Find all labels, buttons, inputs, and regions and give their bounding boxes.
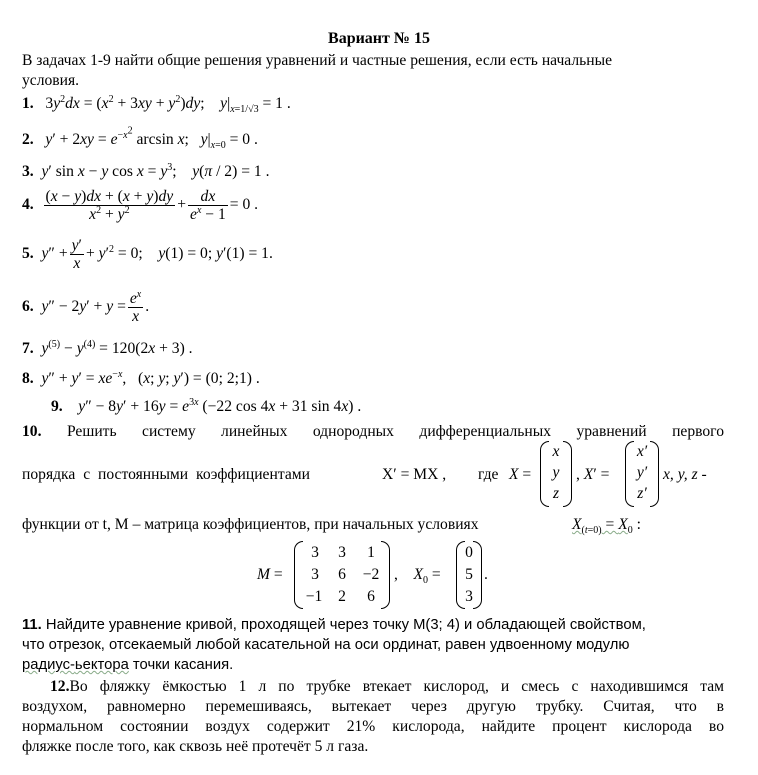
problem-number: 1. xyxy=(22,95,34,112)
fraction: $\frac{y'}{x}$ xyxy=(71,237,82,272)
problem-7: 7. $y^{(5)} - y^{(4)} = 120(2x + 3)$ . xyxy=(22,338,193,357)
problem-11-line-2: что отрезок, отсекаемый любой касательной на оси ординат, равен удвоенному модулю xyxy=(22,637,630,653)
period: . xyxy=(484,566,488,583)
problem-12-line-3: нормальном состоянии воздух содержит 21% кислорода, найдите процент кислорода во xyxy=(22,718,724,735)
matrix-cell: 3 xyxy=(338,544,346,561)
matrix-cell: 2 xyxy=(338,588,346,605)
vector-cell: x′ xyxy=(636,443,648,460)
fraction: $\frac{(x - y)dx + (x + y)dy}{x^2 + y^2}$ xyxy=(45,188,174,223)
problem-1 xyxy=(22,93,291,116)
problem-formula: y′ sin x − y $\cos x = y^3$; y(π / 2) = 1 . xyxy=(41,161,270,180)
m-label: M = xyxy=(257,566,283,583)
x0-vector xyxy=(456,541,482,607)
problem-number: 9. xyxy=(51,398,63,415)
problem-number: 4. xyxy=(22,196,34,214)
problem-formula: $3y^2dx = (x^2 + 3xy + y^2)dy$; $y|_{x=1/√3} = 1$ . xyxy=(45,93,291,116)
problem-5: 5. y″ + $\frac{y'}{x}$ + $y'^2 = 0$; y(1) = 0; y′(1) = 1. xyxy=(22,237,273,272)
problem-formula: $y' + 2xy = e^{-x^2}$ arcsin x; $y|_{x=0} = 0$ . xyxy=(45,125,258,152)
problem-6: 6. y″ − 2y′ + y = $\frac{e^x}{x}$ . xyxy=(22,288,150,325)
variables-xyz: x, y, z - xyxy=(663,466,707,483)
problem-12-line-1 xyxy=(50,678,724,696)
problem-4: 4. $\frac{(x - y)dx + (x + y)dy}{x^2 + y^2}$ + $\frac{dx}{e^x - 1}$ = 0 . xyxy=(22,188,259,223)
problem-number: 5. xyxy=(22,245,34,263)
matrix-cell: 3 xyxy=(311,566,319,583)
vector-cell: y′ xyxy=(636,464,648,481)
problem-11-text-end: точки касания. xyxy=(128,657,234,673)
intro-line-1: В задачах 1-9 найти общие решения уравнений и частные решения, если есть начальные xyxy=(22,52,612,69)
variant-title: Вариант № 15 xyxy=(328,30,430,47)
vector-cell: z′ xyxy=(637,485,647,502)
fraction: $\frac{e^x}{x}$ xyxy=(129,288,142,325)
fraction: $\frac{dx}{e^x - 1}$ xyxy=(190,188,226,223)
matrix-m xyxy=(294,541,390,607)
problem-12-line-4: фляжке после того, как сквозь неё протечёт 5 л газа. xyxy=(22,738,369,755)
x-vector xyxy=(540,441,572,505)
problem-number: 10. xyxy=(22,423,42,440)
matrix-cell: 6 xyxy=(367,588,375,605)
problem-9: 9. $y'' - 8y' + 16y = e^{3x}$ (−22 cos 4x + 31 sin 4x) . xyxy=(51,396,362,415)
problem-number: 3. xyxy=(22,163,34,180)
problem-10-text-c: функции от t, M – матрица коэффициентов, при начальных условиях xyxy=(22,516,479,533)
problem-number: 11. xyxy=(22,617,42,633)
problem-10-line-2 xyxy=(22,466,310,484)
xprime-label: , X′ = xyxy=(576,466,610,483)
problem-10-line-3 xyxy=(22,516,479,534)
problem-12-line-2: воздухом, равномерно перемешиваясь, вытекает через другую трубку. Считая, что в xyxy=(22,698,724,715)
problem-number: 8. xyxy=(22,370,34,387)
intro-line-2: условия. xyxy=(22,72,80,89)
problem-2 xyxy=(22,125,258,152)
vector-cell: x xyxy=(552,443,560,460)
x0-label: , $X_0$ = xyxy=(394,566,441,587)
problem-11-line-3 xyxy=(22,656,233,674)
problem-10-text: Решить систему линейных однородных дифференциальных уравнений первого xyxy=(66,423,724,440)
problem-number: 12. xyxy=(50,678,70,695)
x-label: X = xyxy=(509,466,532,483)
matrix-cell: −2 xyxy=(362,566,380,583)
matrix-cell: 1 xyxy=(367,544,375,561)
problem-12-text: Во фляжку ёмкостью 1 л по трубке втекает кислород, и смесь с находившимся там xyxy=(69,678,724,695)
problem-3 xyxy=(22,163,269,181)
word-gde: где xyxy=(478,466,499,483)
vector-cell: 0 xyxy=(465,544,473,561)
vector-cell: 5 xyxy=(465,566,473,583)
matrix-cell: 6 xyxy=(338,566,346,583)
problem-number: 6. xyxy=(22,298,34,316)
matrix-cell: 3 xyxy=(311,544,319,561)
equation-xpmx: X′ = MX , xyxy=(382,466,447,483)
vector-cell: z xyxy=(552,485,560,502)
problem-number: 2. xyxy=(22,131,34,148)
problem-number: 7. xyxy=(22,340,34,357)
vector-cell: y xyxy=(552,464,560,481)
problem-10-line-1 xyxy=(22,423,724,441)
spell-error-2: ьектора xyxy=(74,657,129,673)
xprime-vector xyxy=(625,441,659,505)
problem-11-text: Найдите уравнение кривой, проходящей через точку M(3; 4) и обладающей свойством, xyxy=(45,617,646,633)
spell-error-1: радиус- xyxy=(22,657,75,673)
problem-10-text-a: порядка с постоянными коэффициентами xyxy=(22,466,310,483)
problem-11-line-1 xyxy=(22,616,646,634)
matrix-cell: −1 xyxy=(305,588,323,605)
initial-condition: $X_{(t=0)} = X_0$ : xyxy=(572,516,641,537)
problem-8: 8. $y'' + y' = xe^{-x}$, (x; y; y′) = (0; 2;1) . xyxy=(22,368,260,387)
vector-cell: 3 xyxy=(465,588,473,605)
